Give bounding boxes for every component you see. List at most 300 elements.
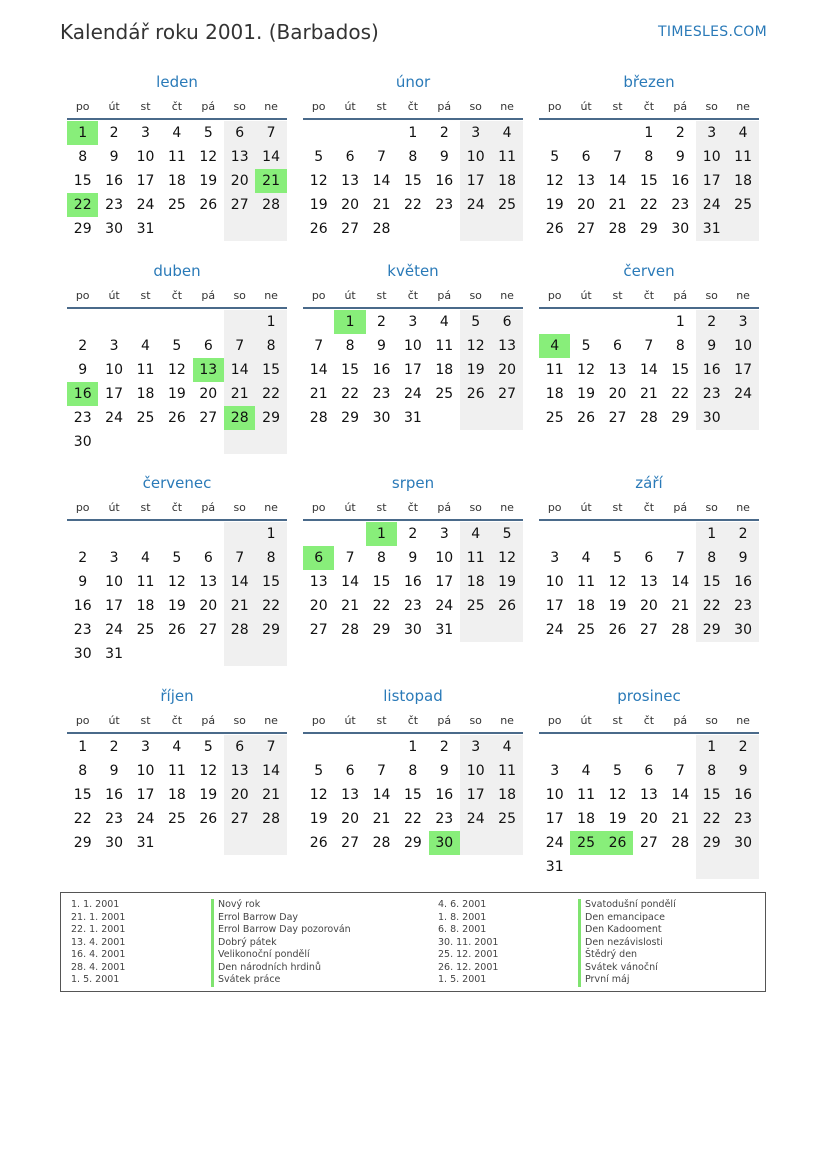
- day-cell[interactable]: 16: [435, 787, 454, 803]
- day-cell[interactable]: 6: [581, 149, 591, 165]
- day-cell[interactable]: 4: [727, 121, 758, 145]
- day-cell[interactable]: 2: [727, 735, 758, 759]
- day-cell[interactable]: 23: [372, 386, 391, 402]
- day-cell[interactable]: 10: [105, 362, 123, 378]
- day-cell[interactable]: 20: [639, 598, 658, 614]
- day-cell[interactable]: 15: [639, 173, 658, 189]
- holiday-day-cell[interactable]: 28: [224, 406, 255, 430]
- day-cell[interactable]: 11: [577, 574, 595, 590]
- day-cell[interactable]: 17: [696, 169, 727, 193]
- day-cell[interactable]: 29: [255, 406, 286, 430]
- day-cell[interactable]: 29: [73, 835, 92, 851]
- day-cell[interactable]: 16: [73, 598, 92, 614]
- day-cell[interactable]: 14: [224, 358, 255, 382]
- day-cell[interactable]: 6: [491, 310, 522, 334]
- day-cell[interactable]: 8: [408, 763, 418, 779]
- day-cell[interactable]: 14: [639, 362, 658, 378]
- day-cell[interactable]: 13: [224, 145, 255, 169]
- day-cell[interactable]: 14: [671, 787, 690, 803]
- day-cell[interactable]: 1: [644, 125, 654, 141]
- day-cell[interactable]: 23: [727, 807, 758, 831]
- day-cell[interactable]: 15: [403, 173, 422, 189]
- day-cell[interactable]: 26: [608, 622, 627, 638]
- day-cell[interactable]: 22: [403, 811, 422, 827]
- day-cell[interactable]: 5: [314, 149, 324, 165]
- day-cell[interactable]: 11: [460, 546, 491, 570]
- day-cell[interactable]: 1: [255, 310, 286, 334]
- day-cell[interactable]: 3: [408, 314, 418, 330]
- day-cell[interactable]: 8: [255, 334, 286, 358]
- day-cell[interactable]: 27: [224, 807, 255, 831]
- day-cell[interactable]: 18: [460, 570, 491, 594]
- day-cell[interactable]: 26: [167, 622, 186, 638]
- day-cell[interactable]: 27: [577, 221, 595, 237]
- day-cell[interactable]: 13: [491, 334, 522, 358]
- day-cell[interactable]: 1: [78, 739, 88, 755]
- day-cell[interactable]: 20: [224, 783, 255, 807]
- holiday-day-cell[interactable]: 4: [539, 334, 570, 358]
- day-cell[interactable]: 21: [341, 598, 359, 614]
- day-cell[interactable]: 29: [255, 618, 286, 642]
- day-cell[interactable]: 13: [224, 759, 255, 783]
- day-cell[interactable]: 8: [696, 546, 727, 570]
- day-cell[interactable]: 12: [309, 173, 328, 189]
- holiday-day-cell[interactable]: 16: [67, 382, 98, 406]
- day-cell[interactable]: 13: [341, 787, 359, 803]
- day-cell[interactable]: 12: [545, 173, 564, 189]
- day-cell[interactable]: 4: [439, 314, 449, 330]
- day-cell[interactable]: 19: [167, 386, 186, 402]
- day-cell[interactable]: 16: [727, 783, 758, 807]
- day-cell[interactable]: 10: [545, 574, 564, 590]
- day-cell[interactable]: 11: [491, 759, 522, 783]
- day-cell[interactable]: 28: [224, 618, 255, 642]
- day-cell[interactable]: 11: [491, 145, 522, 169]
- day-cell[interactable]: 16: [372, 362, 391, 378]
- day-cell[interactable]: 31: [105, 646, 123, 662]
- day-cell[interactable]: 27: [341, 221, 359, 237]
- day-cell[interactable]: 2: [696, 310, 727, 334]
- day-cell[interactable]: 23: [727, 594, 758, 618]
- day-cell[interactable]: 2: [727, 522, 758, 546]
- day-cell[interactable]: 12: [491, 546, 522, 570]
- day-cell[interactable]: 31: [696, 217, 727, 241]
- day-cell[interactable]: 20: [491, 358, 522, 382]
- day-cell[interactable]: 15: [671, 362, 690, 378]
- day-cell[interactable]: 26: [460, 382, 491, 406]
- day-cell[interactable]: 15: [696, 570, 727, 594]
- day-cell[interactable]: 3: [141, 125, 150, 141]
- day-cell[interactable]: 18: [167, 173, 186, 189]
- day-cell[interactable]: 24: [105, 410, 123, 426]
- day-cell[interactable]: 7: [345, 550, 355, 566]
- day-cell[interactable]: 13: [577, 173, 595, 189]
- holiday-day-cell[interactable]: 21: [255, 169, 286, 193]
- day-cell[interactable]: 28: [341, 622, 359, 638]
- day-cell[interactable]: 3: [109, 338, 119, 354]
- day-cell[interactable]: 16: [403, 574, 422, 590]
- day-cell[interactable]: 23: [696, 382, 727, 406]
- day-cell[interactable]: 19: [309, 197, 328, 213]
- day-cell[interactable]: 19: [199, 787, 218, 803]
- day-cell[interactable]: 13: [639, 574, 658, 590]
- day-cell[interactable]: 30: [105, 221, 123, 237]
- day-cell[interactable]: 10: [460, 759, 491, 783]
- day-cell[interactable]: 29: [372, 622, 391, 638]
- day-cell[interactable]: 15: [73, 173, 92, 189]
- day-cell[interactable]: 24: [136, 197, 155, 213]
- day-cell[interactable]: 29: [73, 221, 92, 237]
- day-cell[interactable]: 15: [73, 787, 92, 803]
- day-cell[interactable]: 10: [460, 145, 491, 169]
- day-cell[interactable]: 23: [671, 197, 690, 213]
- day-cell[interactable]: 19: [577, 386, 595, 402]
- day-cell[interactable]: 4: [491, 735, 522, 759]
- day-cell[interactable]: 12: [577, 362, 595, 378]
- day-cell[interactable]: 30: [727, 618, 758, 642]
- day-cell[interactable]: 25: [577, 622, 595, 638]
- day-cell[interactable]: 2: [109, 125, 119, 141]
- day-cell[interactable]: 14: [255, 759, 286, 783]
- day-cell[interactable]: 24: [545, 622, 564, 638]
- day-cell[interactable]: 10: [403, 338, 422, 354]
- day-cell[interactable]: 8: [696, 759, 727, 783]
- day-cell[interactable]: 14: [372, 173, 391, 189]
- day-cell[interactable]: 15: [696, 783, 727, 807]
- day-cell[interactable]: 25: [727, 193, 758, 217]
- day-cell[interactable]: 25: [167, 811, 186, 827]
- day-cell[interactable]: 7: [255, 121, 286, 145]
- day-cell[interactable]: 3: [550, 550, 560, 566]
- holiday-day-cell[interactable]: 22: [67, 193, 98, 217]
- day-cell[interactable]: 17: [545, 811, 564, 827]
- day-cell[interactable]: 20: [639, 811, 658, 827]
- holiday-day-cell[interactable]: 13: [193, 358, 224, 382]
- day-cell[interactable]: 4: [491, 121, 522, 145]
- day-cell[interactable]: 29: [403, 835, 422, 851]
- day-cell[interactable]: 7: [377, 149, 386, 165]
- day-cell[interactable]: 20: [608, 386, 627, 402]
- day-cell[interactable]: 25: [136, 622, 155, 638]
- day-cell[interactable]: 4: [581, 763, 591, 779]
- day-cell[interactable]: 19: [545, 197, 564, 213]
- day-cell[interactable]: 8: [255, 546, 286, 570]
- day-cell[interactable]: 20: [341, 197, 359, 213]
- day-cell[interactable]: 2: [109, 739, 119, 755]
- day-cell[interactable]: 4: [141, 338, 150, 354]
- day-cell[interactable]: 9: [78, 362, 88, 378]
- day-cell[interactable]: 21: [224, 594, 255, 618]
- day-cell[interactable]: 11: [167, 763, 186, 779]
- day-cell[interactable]: 10: [136, 763, 155, 779]
- day-cell[interactable]: 5: [172, 338, 182, 354]
- day-cell[interactable]: 9: [439, 763, 449, 779]
- day-cell[interactable]: 24: [460, 807, 491, 831]
- day-cell[interactable]: 12: [608, 787, 627, 803]
- day-cell[interactable]: 3: [109, 550, 119, 566]
- day-cell[interactable]: 10: [696, 145, 727, 169]
- day-cell[interactable]: 10: [727, 334, 758, 358]
- day-cell[interactable]: 16: [671, 173, 690, 189]
- day-cell[interactable]: 7: [255, 735, 286, 759]
- day-cell[interactable]: 23: [105, 197, 123, 213]
- day-cell[interactable]: 18: [435, 362, 454, 378]
- day-cell[interactable]: 18: [167, 787, 186, 803]
- day-cell[interactable]: 27: [341, 835, 359, 851]
- holiday-day-cell[interactable]: 1: [366, 522, 397, 546]
- day-cell[interactable]: 6: [203, 338, 213, 354]
- day-cell[interactable]: 13: [199, 574, 218, 590]
- day-cell[interactable]: 5: [172, 550, 182, 566]
- day-cell[interactable]: 28: [372, 835, 391, 851]
- day-cell[interactable]: 28: [671, 622, 690, 638]
- day-cell[interactable]: 30: [671, 221, 690, 237]
- day-cell[interactable]: 18: [136, 598, 155, 614]
- day-cell[interactable]: 17: [136, 173, 155, 189]
- day-cell[interactable]: 31: [403, 410, 422, 426]
- day-cell[interactable]: 9: [727, 759, 758, 783]
- day-cell[interactable]: 30: [372, 410, 391, 426]
- day-cell[interactable]: 30: [727, 831, 758, 855]
- day-cell[interactable]: 6: [644, 550, 654, 566]
- day-cell[interactable]: 28: [255, 807, 286, 831]
- day-cell[interactable]: 11: [167, 149, 186, 165]
- day-cell[interactable]: 24: [545, 835, 564, 851]
- day-cell[interactable]: 25: [136, 410, 155, 426]
- day-cell[interactable]: 2: [439, 125, 449, 141]
- day-cell[interactable]: 8: [78, 149, 88, 165]
- day-cell[interactable]: 4: [581, 550, 591, 566]
- day-cell[interactable]: 10: [435, 550, 454, 566]
- day-cell[interactable]: 3: [727, 310, 758, 334]
- day-cell[interactable]: 29: [341, 410, 359, 426]
- day-cell[interactable]: 22: [341, 386, 359, 402]
- day-cell[interactable]: 26: [309, 221, 328, 237]
- day-cell[interactable]: 20: [199, 598, 218, 614]
- day-cell[interactable]: 27: [199, 622, 218, 638]
- day-cell[interactable]: 12: [167, 362, 186, 378]
- day-cell[interactable]: 21: [372, 811, 391, 827]
- day-cell[interactable]: 3: [141, 739, 150, 755]
- day-cell[interactable]: 9: [696, 334, 727, 358]
- day-cell[interactable]: 10: [105, 574, 123, 590]
- day-cell[interactable]: 30: [696, 406, 727, 430]
- day-cell[interactable]: 9: [408, 550, 418, 566]
- day-cell[interactable]: 27: [491, 382, 522, 406]
- day-cell[interactable]: 5: [203, 125, 213, 141]
- day-cell[interactable]: 29: [671, 410, 690, 426]
- day-cell[interactable]: 26: [199, 811, 218, 827]
- day-cell[interactable]: 8: [345, 338, 355, 354]
- day-cell[interactable]: 8: [675, 338, 685, 354]
- day-cell[interactable]: 24: [460, 193, 491, 217]
- day-cell[interactable]: 14: [224, 570, 255, 594]
- day-cell[interactable]: 27: [199, 410, 218, 426]
- day-cell[interactable]: 18: [491, 783, 522, 807]
- day-cell[interactable]: 24: [435, 598, 454, 614]
- day-cell[interactable]: 4: [172, 739, 182, 755]
- day-cell[interactable]: 17: [105, 386, 123, 402]
- day-cell[interactable]: 26: [491, 594, 522, 618]
- holiday-day-cell[interactable]: 1: [334, 310, 365, 334]
- day-cell[interactable]: 1: [675, 314, 685, 330]
- day-cell[interactable]: 14: [309, 362, 328, 378]
- day-cell[interactable]: 28: [639, 410, 658, 426]
- day-cell[interactable]: 2: [408, 526, 418, 542]
- day-cell[interactable]: 25: [435, 386, 454, 402]
- day-cell[interactable]: 13: [309, 574, 328, 590]
- day-cell[interactable]: 15: [372, 574, 391, 590]
- day-cell[interactable]: 29: [639, 221, 658, 237]
- day-cell[interactable]: 11: [136, 574, 155, 590]
- day-cell[interactable]: 21: [608, 197, 627, 213]
- day-cell[interactable]: 16: [105, 787, 123, 803]
- day-cell[interactable]: 6: [224, 121, 255, 145]
- day-cell[interactable]: 30: [73, 646, 92, 662]
- day-cell[interactable]: 20: [309, 598, 328, 614]
- day-cell[interactable]: 4: [172, 125, 182, 141]
- day-cell[interactable]: 2: [78, 550, 88, 566]
- day-cell[interactable]: 6: [644, 763, 654, 779]
- day-cell[interactable]: 22: [255, 594, 286, 618]
- day-cell[interactable]: 20: [224, 169, 255, 193]
- day-cell[interactable]: 1: [408, 125, 418, 141]
- day-cell[interactable]: 22: [372, 598, 391, 614]
- day-cell[interactable]: 5: [314, 763, 324, 779]
- day-cell[interactable]: 13: [341, 173, 359, 189]
- day-cell[interactable]: 22: [403, 197, 422, 213]
- day-cell[interactable]: 22: [73, 811, 92, 827]
- day-cell[interactable]: 14: [372, 787, 391, 803]
- day-cell[interactable]: 9: [109, 763, 119, 779]
- day-cell[interactable]: 14: [341, 574, 359, 590]
- day-cell[interactable]: 27: [639, 835, 658, 851]
- day-cell[interactable]: 24: [105, 622, 123, 638]
- day-cell[interactable]: 22: [639, 197, 658, 213]
- day-cell[interactable]: 11: [136, 362, 155, 378]
- day-cell[interactable]: 14: [671, 574, 690, 590]
- day-cell[interactable]: 19: [199, 173, 218, 189]
- day-cell[interactable]: 31: [545, 859, 564, 875]
- day-cell[interactable]: 21: [372, 197, 391, 213]
- brand-link[interactable]: TIMESLES.COM: [658, 24, 767, 40]
- day-cell[interactable]: 26: [309, 835, 328, 851]
- holiday-day-cell[interactable]: 6: [303, 546, 334, 570]
- day-cell[interactable]: 30: [105, 835, 123, 851]
- day-cell[interactable]: 28: [255, 193, 286, 217]
- day-cell[interactable]: 7: [314, 338, 324, 354]
- day-cell[interactable]: 1: [408, 739, 418, 755]
- day-cell[interactable]: 3: [696, 121, 727, 145]
- day-cell[interactable]: 30: [403, 622, 422, 638]
- day-cell[interactable]: 14: [608, 173, 627, 189]
- day-cell[interactable]: 29: [696, 618, 727, 642]
- day-cell[interactable]: 26: [577, 410, 595, 426]
- day-cell[interactable]: 25: [167, 197, 186, 213]
- day-cell[interactable]: 2: [377, 314, 386, 330]
- day-cell[interactable]: 2: [675, 125, 685, 141]
- day-cell[interactable]: 6: [203, 550, 213, 566]
- day-cell[interactable]: 31: [136, 221, 155, 237]
- day-cell[interactable]: 22: [696, 594, 727, 618]
- day-cell[interactable]: 12: [167, 574, 186, 590]
- day-cell[interactable]: 19: [167, 598, 186, 614]
- day-cell[interactable]: 15: [255, 570, 286, 594]
- day-cell[interactable]: 1: [255, 522, 286, 546]
- day-cell[interactable]: 24: [403, 386, 422, 402]
- day-cell[interactable]: 28: [372, 221, 391, 237]
- day-cell[interactable]: 12: [460, 334, 491, 358]
- day-cell[interactable]: 23: [73, 622, 92, 638]
- day-cell[interactable]: 16: [105, 173, 123, 189]
- day-cell[interactable]: 12: [309, 787, 328, 803]
- day-cell[interactable]: 21: [309, 386, 328, 402]
- day-cell[interactable]: 26: [199, 197, 218, 213]
- day-cell[interactable]: 3: [550, 763, 560, 779]
- day-cell[interactable]: 17: [136, 787, 155, 803]
- day-cell[interactable]: 25: [460, 594, 491, 618]
- day-cell[interactable]: 17: [545, 598, 564, 614]
- day-cell[interactable]: 3: [460, 121, 491, 145]
- day-cell[interactable]: 28: [671, 835, 690, 851]
- day-cell[interactable]: 20: [577, 197, 595, 213]
- day-cell[interactable]: 9: [727, 546, 758, 570]
- day-cell[interactable]: 11: [577, 787, 595, 803]
- day-cell[interactable]: 20: [199, 386, 218, 402]
- day-cell[interactable]: 23: [435, 197, 454, 213]
- day-cell[interactable]: 12: [199, 149, 218, 165]
- day-cell[interactable]: 21: [224, 382, 255, 406]
- day-cell[interactable]: 23: [105, 811, 123, 827]
- day-cell[interactable]: 19: [460, 358, 491, 382]
- day-cell[interactable]: 23: [435, 811, 454, 827]
- day-cell[interactable]: 8: [644, 149, 654, 165]
- day-cell[interactable]: 17: [727, 358, 758, 382]
- day-cell[interactable]: 11: [435, 338, 454, 354]
- day-cell[interactable]: 18: [136, 386, 155, 402]
- day-cell[interactable]: 1: [696, 735, 727, 759]
- day-cell[interactable]: 7: [644, 338, 654, 354]
- day-cell[interactable]: 16: [435, 173, 454, 189]
- day-cell[interactable]: 5: [581, 338, 591, 354]
- day-cell[interactable]: 19: [491, 570, 522, 594]
- day-cell[interactable]: 10: [545, 787, 564, 803]
- day-cell[interactable]: 21: [639, 386, 658, 402]
- holiday-day-cell[interactable]: 30: [429, 831, 460, 855]
- day-cell[interactable]: 6: [345, 149, 355, 165]
- day-cell[interactable]: 16: [696, 358, 727, 382]
- day-cell[interactable]: 1: [696, 522, 727, 546]
- day-cell[interactable]: 24: [727, 382, 758, 406]
- day-cell[interactable]: 18: [491, 169, 522, 193]
- day-cell[interactable]: 17: [435, 574, 454, 590]
- day-cell[interactable]: 22: [696, 807, 727, 831]
- day-cell[interactable]: 2: [78, 338, 88, 354]
- day-cell[interactable]: 25: [491, 193, 522, 217]
- day-cell[interactable]: 17: [105, 598, 123, 614]
- day-cell[interactable]: 8: [78, 763, 88, 779]
- day-cell[interactable]: 19: [309, 811, 328, 827]
- day-cell[interactable]: 27: [608, 410, 627, 426]
- day-cell[interactable]: 2: [439, 739, 449, 755]
- day-cell[interactable]: 18: [545, 386, 564, 402]
- day-cell[interactable]: 10: [136, 149, 155, 165]
- day-cell[interactable]: 25: [545, 410, 564, 426]
- day-cell[interactable]: 9: [109, 149, 119, 165]
- day-cell[interactable]: 7: [675, 550, 685, 566]
- day-cell[interactable]: 21: [671, 811, 690, 827]
- day-cell[interactable]: 13: [608, 362, 627, 378]
